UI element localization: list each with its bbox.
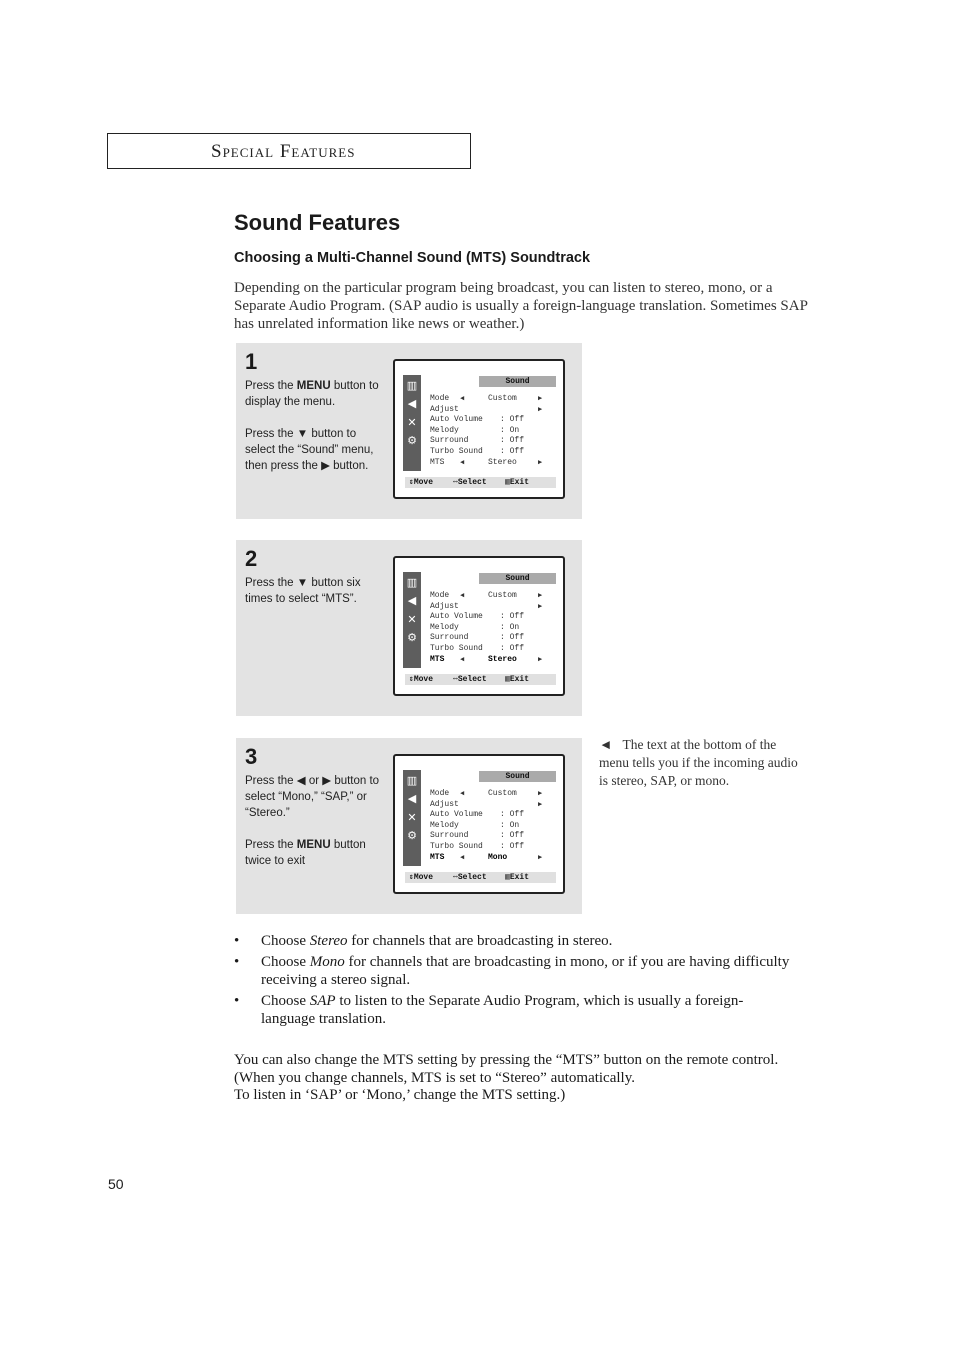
move-hint: ⇕Move bbox=[409, 873, 434, 882]
menu-value: : Off bbox=[500, 841, 525, 851]
menu-value: : Off bbox=[500, 633, 525, 643]
exit-hint: ▥Exit bbox=[505, 478, 530, 487]
select-hint: ⇔Select bbox=[453, 675, 487, 684]
hint-label: Exit bbox=[509, 675, 530, 684]
right-arrow-icon: ▶ bbox=[538, 405, 543, 414]
menu-label: MTS bbox=[430, 654, 445, 664]
step-instructions bbox=[245, 773, 385, 869]
text-run: or bbox=[305, 775, 323, 787]
step-number: 1 bbox=[245, 349, 258, 374]
text-run: To listen in ‘SAP’ or ‘Mono,’ change the MTS setting.) bbox=[234, 1087, 566, 1103]
speaker-icon: ◀ bbox=[407, 594, 417, 607]
menu-value: Custom bbox=[488, 394, 517, 403]
menu-icon-bar bbox=[403, 572, 421, 668]
menu-value: : On bbox=[500, 425, 520, 435]
menu-row-mts bbox=[430, 458, 550, 469]
text-run: Press the bbox=[245, 577, 297, 589]
text-run: button to select “Mono,” “SAP,” or “Stereo.” bbox=[245, 775, 380, 819]
hint-label: Move bbox=[413, 478, 434, 487]
list-item bbox=[234, 992, 794, 1028]
menu-icon-bar bbox=[403, 375, 421, 471]
list-item bbox=[234, 932, 794, 950]
step-paragraph bbox=[245, 575, 385, 607]
text-run: for channels that are broadcasting in stereo. bbox=[347, 933, 613, 949]
text-run: Choose bbox=[261, 954, 310, 970]
hint-label: Exit bbox=[509, 873, 530, 882]
menu-footer bbox=[405, 477, 556, 488]
move-hint: ⇕Move bbox=[409, 675, 434, 684]
menu-label: Turbo Sound bbox=[430, 841, 483, 851]
menu-key-label: MENU bbox=[296, 839, 331, 851]
menu-row-mts-selected bbox=[430, 853, 550, 864]
down-arrow-icon: ▼ bbox=[296, 428, 309, 440]
intro-paragraph: Depending on the particular program being broadcast, you can listen to stereo, mono, or a Separate Audio Program. (SAP audio is usually a foreign-language translation. Sometimes SAP has unrelated information like news or weather.) bbox=[234, 280, 808, 332]
menu-row-adjust bbox=[430, 602, 550, 613]
right-arrow-icon: ▶ bbox=[538, 458, 543, 467]
menu-row-mode bbox=[430, 789, 550, 800]
menu-row-auto-volume bbox=[430, 810, 550, 821]
side-note-text: The text at the bottom of the menu tells you if the incoming audio is stereo, SAP, or mono. bbox=[599, 737, 798, 788]
menu-row-surround bbox=[430, 436, 550, 447]
right-arrow-icon: ▶ bbox=[538, 853, 543, 862]
text-run: button to select the “Sound” menu, then press the bbox=[245, 428, 374, 472]
left-arrow-icon: ◀ bbox=[460, 655, 465, 664]
menu-row-melody bbox=[430, 623, 550, 634]
menu-label: Turbo Sound bbox=[430, 446, 483, 456]
right-arrow-icon: ▶ bbox=[321, 460, 330, 472]
menu-row-adjust bbox=[430, 800, 550, 811]
menu-label: MTS bbox=[430, 852, 445, 862]
settings-icon: ⚙ bbox=[407, 434, 417, 447]
menu-row-melody bbox=[430, 426, 550, 437]
menu-label: Mode bbox=[430, 591, 450, 600]
tv-screen bbox=[393, 359, 565, 499]
exit-hint: ▥Exit bbox=[505, 873, 530, 882]
left-arrow-icon: ◀ bbox=[460, 790, 465, 798]
text-run: Press the bbox=[245, 428, 297, 440]
text-run: Press the bbox=[245, 775, 297, 787]
right-arrow-icon: ▶ bbox=[538, 592, 543, 600]
page-number: 50 bbox=[108, 1176, 124, 1192]
step-number: 2 bbox=[245, 546, 258, 571]
right-arrow-icon: ▶ bbox=[322, 775, 332, 787]
menu-row-mode bbox=[430, 591, 550, 602]
step-number: 3 bbox=[245, 744, 258, 769]
step-paragraph bbox=[245, 426, 385, 474]
text-run: for channels that are broadcasting in mono, or if you are having difficulty receiving a stereo signal. bbox=[261, 954, 790, 988]
menu-key-label: MENU bbox=[296, 380, 331, 392]
menu-row-mode bbox=[430, 394, 550, 405]
menu-row-auto-volume bbox=[430, 612, 550, 623]
menu-row-mts-selected bbox=[430, 655, 550, 666]
select-hint: ⇔Select bbox=[453, 873, 487, 882]
menu-value: Stereo bbox=[488, 457, 517, 467]
text-run: Press the bbox=[245, 839, 297, 851]
text-run: to listen to the Separate Audio Program, which is usually a foreign-language translation. bbox=[261, 993, 744, 1027]
speaker-icon: ◀ bbox=[407, 397, 417, 410]
menu-label: Auto Volume bbox=[430, 810, 483, 820]
down-arrow-icon: ▼ bbox=[296, 577, 309, 589]
step-paragraph bbox=[245, 773, 385, 821]
select-hint: ⇔Select bbox=[453, 478, 487, 487]
menu-row-turbo-sound bbox=[430, 447, 550, 458]
menu-row-melody bbox=[430, 821, 550, 832]
section-subtitle: Choosing a Multi-Channel Sound (MTS) Soundtrack bbox=[234, 250, 591, 266]
text-run: Choose bbox=[261, 993, 310, 1009]
hint-label: Select bbox=[457, 675, 487, 684]
step-instructions bbox=[245, 378, 385, 474]
picture-icon: ▥ bbox=[406, 774, 418, 787]
text-run: You can also change the MTS setting by pressing the “MTS” button on the remote control. (When you change channels, MTS is set to “Stereo” automatically. bbox=[234, 1052, 779, 1086]
left-arrow-icon: ◀ bbox=[460, 592, 465, 600]
settings-icon: ⚙ bbox=[407, 829, 417, 842]
right-arrow-icon: ▶ bbox=[538, 395, 543, 403]
move-hint: ⇕Move bbox=[409, 478, 434, 487]
menu-row-turbo-sound bbox=[430, 842, 550, 853]
left-arrow-icon: ◀ bbox=[296, 775, 306, 787]
right-arrow-icon: ▶ bbox=[538, 602, 543, 611]
step-2-panel bbox=[236, 540, 582, 716]
outro-paragraph bbox=[234, 1052, 814, 1105]
menu-footer bbox=[405, 872, 556, 883]
menu-value: : Off bbox=[500, 831, 525, 841]
step-paragraph bbox=[245, 837, 385, 869]
menu-label: Auto Volume bbox=[430, 415, 483, 425]
step-instructions bbox=[245, 575, 385, 607]
menu-title: Sound bbox=[479, 771, 556, 782]
menu-value: : On bbox=[500, 820, 520, 830]
menu-label: Mode bbox=[430, 394, 450, 403]
text-run: button six times to select “MTS”. bbox=[245, 577, 361, 605]
menu-icon-bar bbox=[403, 770, 421, 866]
right-arrow-icon: ▶ bbox=[538, 800, 543, 809]
sound-menu bbox=[430, 394, 550, 468]
sound-menu bbox=[430, 789, 550, 863]
right-arrow-icon: ▶ bbox=[538, 655, 543, 664]
antenna-icon: ✕ bbox=[407, 613, 417, 626]
menu-value: Mono bbox=[488, 852, 508, 862]
picture-icon: ▥ bbox=[406, 576, 418, 589]
menu-row-adjust bbox=[430, 405, 550, 416]
menu-value: : Off bbox=[500, 436, 525, 446]
antenna-icon: ✕ bbox=[407, 416, 417, 429]
side-note bbox=[599, 736, 804, 790]
menu-label: Melody bbox=[430, 820, 459, 830]
menu-row-auto-volume bbox=[430, 415, 550, 426]
step-1-panel bbox=[236, 343, 582, 519]
menu-label: Melody bbox=[430, 425, 459, 435]
menu-footer bbox=[405, 674, 556, 685]
emphasis: Stereo bbox=[309, 933, 348, 949]
text-run: button to display the menu. bbox=[245, 380, 379, 408]
bullet-list bbox=[234, 932, 794, 1031]
menu-title: Sound bbox=[479, 376, 556, 387]
hint-label: Select bbox=[457, 873, 487, 882]
step-3-panel bbox=[236, 738, 582, 914]
exit-hint: ▥Exit bbox=[505, 675, 530, 684]
list-item bbox=[234, 953, 794, 989]
menu-value: : On bbox=[500, 622, 520, 632]
emphasis: SAP bbox=[309, 993, 336, 1009]
menu-title: Sound bbox=[479, 573, 556, 584]
hint-label: Move bbox=[413, 675, 434, 684]
menu-label: Surround bbox=[430, 831, 469, 841]
menu-label: Turbo Sound bbox=[430, 643, 483, 653]
section-header: Special Features bbox=[211, 141, 356, 162]
emphasis: Mono bbox=[309, 954, 345, 970]
menu-label: Adjust bbox=[430, 404, 459, 414]
text-run: Press the bbox=[245, 380, 297, 392]
section-header-box bbox=[107, 133, 471, 169]
menu-label: Adjust bbox=[430, 799, 459, 809]
right-arrow-icon: ▶ bbox=[538, 790, 543, 798]
menu-label: Surround bbox=[430, 633, 469, 643]
menu-value: : Off bbox=[500, 446, 525, 456]
menu-row-surround bbox=[430, 831, 550, 842]
left-arrow-icon: ◀ bbox=[460, 395, 465, 403]
menu-label: Adjust bbox=[430, 601, 459, 611]
hint-label: Select bbox=[457, 478, 487, 487]
text-run: Choose bbox=[261, 933, 310, 949]
pointer-arrow-icon: ◄ bbox=[599, 737, 613, 752]
menu-label: MTS bbox=[430, 457, 445, 467]
speaker-icon: ◀ bbox=[407, 792, 417, 805]
text-run: button twice to exit bbox=[245, 839, 366, 867]
antenna-icon: ✕ bbox=[407, 811, 417, 824]
page-title: Sound Features bbox=[234, 210, 401, 235]
menu-value: : Off bbox=[500, 810, 525, 820]
hint-label: Move bbox=[413, 873, 434, 882]
menu-value: : Off bbox=[500, 415, 525, 425]
hint-label: Exit bbox=[509, 478, 530, 487]
menu-label: Auto Volume bbox=[430, 612, 483, 622]
menu-value: Custom bbox=[488, 591, 517, 600]
menu-row-turbo-sound bbox=[430, 644, 550, 655]
step-paragraph bbox=[245, 378, 385, 410]
menu-value: : Off bbox=[500, 612, 525, 622]
settings-icon: ⚙ bbox=[407, 631, 417, 644]
picture-icon: ▥ bbox=[406, 379, 418, 392]
menu-label: Surround bbox=[430, 436, 469, 446]
menu-value: Custom bbox=[488, 789, 517, 798]
tv-screen bbox=[393, 754, 565, 894]
menu-label: Mode bbox=[430, 789, 450, 798]
left-arrow-icon: ◀ bbox=[460, 853, 465, 862]
left-arrow-icon: ◀ bbox=[460, 458, 465, 467]
menu-value: : Off bbox=[500, 643, 525, 653]
sound-menu bbox=[430, 591, 550, 665]
menu-value: Stereo bbox=[488, 654, 517, 664]
menu-row-surround bbox=[430, 633, 550, 644]
menu-label: Melody bbox=[430, 622, 459, 632]
text-run: button. bbox=[329, 460, 369, 472]
tv-screen bbox=[393, 556, 565, 696]
